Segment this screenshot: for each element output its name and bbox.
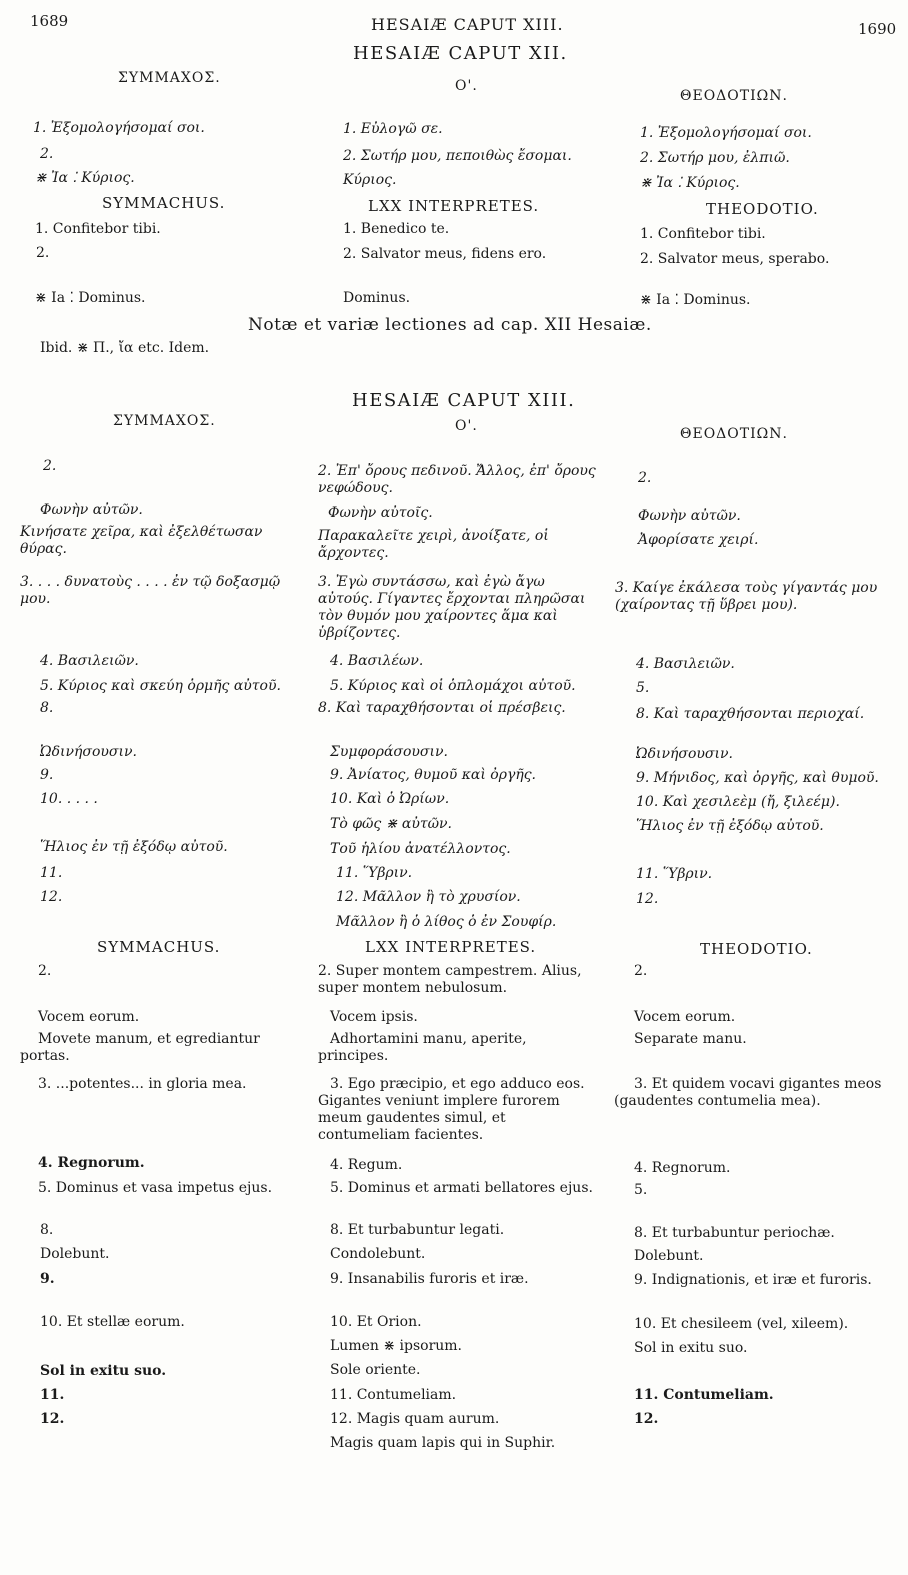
ch13-lxx-latin-line: Sole oriente.: [330, 1362, 421, 1378]
ch13-theo-latin-line: Dolebunt.: [634, 1248, 704, 1264]
ch12-sym-latin-line: 1. Confitebor tibi.: [35, 221, 161, 237]
ch12-sym-greek-line: 1. Ἐξομολογήσομαί σοι.: [33, 120, 205, 136]
ch13-sym-greek-line: 4. Βασιλειῶν.: [40, 653, 139, 669]
ch13-symmachus-latin-head: SYMMACHUS.: [97, 938, 221, 956]
ch12-sym-latin-line: 2.: [36, 245, 50, 261]
chapter-12-title: HESAIÆ CAPUT XII.: [353, 43, 568, 64]
ch13-theo-greek-line: 4. Βασιλειῶν.: [636, 656, 735, 672]
ch13-symmachus-head: ΣΥΜΜΑΧΟΣ.: [113, 413, 216, 429]
ch12-notes-line: Ibid. ⋇ Π., ἴα etc. Idem.: [40, 340, 210, 356]
ch13-sym-latin-line: 4. Regnorum.: [38, 1155, 145, 1171]
ch13-theo-greek-line: Ὠδινήσουσιν.: [636, 746, 733, 762]
right-page-number: 1690: [858, 20, 897, 38]
ch13-theo-greek-line: Ἥλιος ἐν τῇ ἐξόδῳ αὐτοῦ.: [636, 818, 824, 834]
ch13-lxx-latin-line: 12. Magis quam aurum.: [330, 1411, 500, 1427]
ch12-notes-title: Notæ et variæ lectiones ad cap. XII Hesaiæ.: [248, 315, 652, 335]
ch12-theo-latin-line: 2. Salvator meus, sperabo.: [640, 251, 830, 267]
ch13-sym-latin-line: 11.: [40, 1387, 65, 1403]
ch13-sym-latin-line: 3. ...potentes... in gloria mea.: [38, 1076, 247, 1092]
ch13-theo-greek-line: 2.: [638, 470, 652, 486]
ch13-sym-latin-line: Sol in exitu suo.: [40, 1363, 167, 1379]
ch13-lxx-greek-line: Παρακαλεῖτε χειρὶ, ἀνοίξατε, οἱ ἄρχοντες.: [318, 528, 549, 561]
ch13-theo-greek-line: 10. Καὶ χεσιλεὲμ (ἤ, ξιλεέμ).: [636, 794, 840, 810]
ch12-theo-latin-line: 1. Confitebor tibi.: [640, 226, 766, 242]
ch12-theodotion-latin-head: THEODOTIO.: [706, 200, 819, 218]
ch13-lxx-latin-line: 3. Ego præcipio, et ego adduco eos. Gigantes veniunt implere furorem meum gaudentes simul, et contumeliam facientes.: [318, 1076, 585, 1143]
ch13-sym-greek-line: 3. . . . δυνατοὺς . . . . ἐν τῷ δοξασμῷ μου.: [20, 574, 281, 607]
ch13-lxx-latin-line: 10. Et Orion.: [330, 1314, 422, 1330]
ch12-theo-greek-line: 2. Σωτήρ μου, ἐλπιῶ.: [640, 150, 790, 166]
ch13-sym-greek-line: 10. . . . .: [40, 791, 98, 807]
ch12-theo-greek-line: ⋇ Ἰα ⁚ Κύριος.: [640, 175, 740, 191]
ch13-theo-latin-line: 11. Contumeliam.: [634, 1387, 774, 1403]
ch13-sym-greek-line: 8.: [40, 700, 54, 716]
ch13-lxx-greek-line: 3. Ἐγὼ συντάσσω, καὶ ἐγὼ ἄγω αὐτούς. Γίγαντες ἔρχονται πληρῶσαι τὸν θυμόν μου χαίροντες ἅμα καὶ ὑβρίζοντες.: [318, 574, 586, 641]
ch13-lxx-head: Ο'.: [455, 418, 478, 434]
ch12-lxx-head: Ο'.: [455, 78, 478, 94]
ch13-theo-latin-line: Separate manu.: [634, 1031, 747, 1047]
ch13-sym-greek-line: Κινήσατε χεῖρα, καὶ ἐξελθέτωσαν θύρας.: [20, 524, 263, 557]
ch13-theo-greek-line: 8. Καὶ ταραχθήσονται περιοχαί.: [636, 706, 865, 722]
ch12-lxx-latin-line: Dominus.: [343, 290, 411, 306]
ch13-sym-latin-line: 8.: [40, 1222, 54, 1238]
ch13-lxx-greek-line: 5. Κύριος καὶ οἱ ὁπλομάχοι αὐτοῦ.: [330, 678, 576, 694]
ch13-lxx-latin-line: 8. Et turbabuntur legati.: [330, 1222, 505, 1238]
ch13-lxx-greek-line: 10. Καὶ ὁ Ὠρίων.: [330, 791, 450, 807]
ch13-theo-latin-line: 2.: [634, 963, 648, 979]
ch13-theo-greek-line: Ἀφορίσατε χειρί.: [638, 532, 759, 548]
chapter-13-title: HESAIÆ CAPUT XIII.: [352, 390, 576, 411]
ch13-theo-latin-line: 9. Indignationis, et iræ et furoris.: [634, 1272, 872, 1288]
ch13-lxx-greek-line: 9. Ἀνίατος, θυμοῦ καὶ ὀργῆς.: [330, 767, 536, 783]
ch13-theo-latin-line: 8. Et turbabuntur periochæ.: [634, 1225, 835, 1241]
ch12-sym-greek-line: ⋇ Ἰα ⁚ Κύριος.: [35, 170, 135, 186]
ch12-lxx-greek-line: 1. Εὐλογῶ σε.: [343, 121, 443, 137]
ch13-lxx-latin-line: Magis quam lapis qui in Suphir.: [330, 1435, 556, 1451]
ch13-sym-latin-line: 2.: [38, 963, 52, 979]
ch13-sym-greek-line: Ὠδινήσουσιν.: [40, 744, 137, 760]
ch13-theo-latin-line: Vocem eorum.: [634, 1009, 736, 1025]
ch13-lxx-latin-line: 2. Super montem campestrem. Alius, super montem nebulosum.: [318, 963, 582, 996]
ch13-sym-latin-line: 5. Dominus et vasa impetus ejus.: [38, 1180, 273, 1196]
ch13-lxx-greek-line: Μᾶλλον ἢ ὁ λίθος ὁ ἐν Σουφίρ.: [336, 914, 557, 930]
ch13-lxx-latin-line: Adhortamini manu, aperite, principes.: [318, 1031, 527, 1064]
ch13-sym-greek-line: Ἥλιος ἐν τῇ ἐξόδῳ αὐτοῦ.: [40, 839, 228, 855]
ch13-theo-greek-line: 11. Ὕβριν.: [636, 866, 713, 882]
ch12-sym-latin-line: ⋇ Ia ⁚ Dominus.: [35, 290, 146, 306]
ch13-sym-greek-line: 12.: [40, 889, 63, 905]
ch13-theo-latin-line: Sol in exitu suo.: [634, 1340, 748, 1356]
ch13-lxx-greek-line: 11. Ὕβριν.: [336, 865, 413, 881]
ch13-theo-latin-line: 4. Regnorum.: [634, 1160, 731, 1176]
ch12-lxx-greek-line: 2. Σωτήρ μου, πεποιθὼς ἔσομαι.: [343, 148, 572, 164]
ch13-theo-latin-line: 12.: [634, 1411, 659, 1427]
left-page-number: 1689: [30, 12, 69, 30]
ch13-lxx-latin-line: 4. Regum.: [330, 1157, 403, 1173]
ch13-lxx-latin-line: 9. Insanabilis furoris et iræ.: [330, 1271, 529, 1287]
ch13-sym-latin-line: 10. Et stellæ eorum.: [40, 1314, 185, 1330]
ch13-lxx-latin-head: LXX INTERPRETES.: [365, 938, 537, 956]
ch12-theodotion-head: ΘΕΟΔΟΤΙΩΝ.: [680, 88, 788, 104]
ch12-lxx-greek-line: Κύριος.: [343, 172, 397, 188]
ch12-sym-greek-line: 2.: [40, 146, 54, 162]
ch13-theo-latin-line: 3. Et quidem vocavi gigantes meos (gaudentes contumelia mea).: [614, 1076, 882, 1109]
ch13-theo-greek-line: 12.: [636, 891, 659, 907]
ch13-lxx-greek-line: 8. Καὶ ταραχθήσονται οἱ πρέσβεις.: [318, 700, 566, 716]
ch13-lxx-latin-line: 5. Dominus et armati bellatores ejus.: [330, 1180, 593, 1196]
ch13-sym-greek-line: 2.: [43, 458, 57, 474]
ch13-sym-latin-line: Movete manum, et egrediantur portas.: [20, 1031, 260, 1064]
ch12-lxx-latin-head: LXX INTERPRETES.: [368, 197, 540, 215]
ch13-lxx-greek-line: Τοῦ ἡλίου ἀνατέλλοντος.: [330, 841, 511, 857]
ch13-sym-latin-line: 9.: [40, 1271, 55, 1287]
ch13-lxx-latin-line: Condolebunt.: [330, 1246, 426, 1262]
ch12-theo-greek-line: 1. Ἐξομολογήσομαί σοι.: [640, 125, 812, 141]
ch12-theo-latin-line: ⋇ Ia ⁚ Dominus.: [640, 292, 751, 308]
ch13-theo-latin-line: 5.: [634, 1182, 648, 1198]
ch13-lxx-greek-line: 12. Μᾶλλον ἢ τὸ χρυσίον.: [336, 889, 521, 905]
ch13-lxx-greek-line: Φωνὴν αὐτοῖς.: [328, 505, 433, 521]
ch13-sym-greek-line: 11.: [40, 865, 63, 881]
ch13-theo-greek-line: 3. Καίγε ἐκάλεσα τοὺς γίγαντάς μου (χαίροντας τῇ ὕβρει μου).: [615, 580, 878, 613]
ch13-sym-latin-line: Vocem eorum.: [38, 1009, 140, 1025]
ch12-symmachus-head: ΣΥΜΜΑΧΟΣ.: [118, 70, 221, 86]
ch13-sym-greek-line: 9.: [40, 767, 54, 783]
ch13-theo-greek-line: 5.: [636, 680, 650, 696]
ch12-lxx-latin-line: 2. Salvator meus, fidens ero.: [343, 246, 547, 262]
ch13-theo-greek-line: 9. Μήνιδος, καὶ ὀργῆς, καὶ θυμοῦ.: [636, 770, 879, 786]
ch12-symmachus-latin-head: SYMMACHUS.: [102, 194, 226, 212]
ch13-lxx-greek-line: Τὸ φῶς ⋇ αὐτῶν.: [330, 816, 452, 832]
ch13-lxx-greek-line: 4. Βασιλέων.: [330, 653, 424, 669]
ch13-lxx-latin-line: 11. Contumeliam.: [330, 1387, 457, 1403]
ch13-lxx-latin-line: Vocem ipsis.: [330, 1009, 418, 1025]
ch12-lxx-latin-line: 1. Benedico te.: [343, 221, 450, 237]
ch13-sym-greek-line: 5. Κύριος καὶ σκεύη ὁρμῆς αὐτοῦ.: [40, 678, 281, 694]
ch13-theodotion-head: ΘΕΟΔΟΤΙΩΝ.: [680, 426, 788, 442]
ch13-lxx-greek-line: Συμφοράσουσιν.: [330, 744, 448, 760]
ch13-sym-latin-line: 12.: [40, 1411, 65, 1427]
ch13-theodotion-latin-head: THEODOTIO.: [700, 940, 813, 958]
ch13-lxx-latin-line: Lumen ⋇ ipsorum.: [330, 1338, 463, 1354]
ch13-theo-latin-line: 10. Et chesileem (vel, xileem).: [634, 1316, 849, 1332]
ch13-theo-greek-line: Φωνὴν αὐτῶν.: [638, 508, 741, 524]
ch13-sym-greek-line: Φωνὴν αὐτῶν.: [40, 502, 143, 518]
ch13-sym-latin-line: Dolebunt.: [40, 1246, 110, 1262]
running-head: HESAIÆ CAPUT XIII.: [371, 15, 564, 34]
ch13-lxx-greek-line: 2. Ἐπ' ὄρους πεδινοῦ. Ἄλλος, ἐπ' ὄρους νεφώδους.: [318, 463, 596, 496]
